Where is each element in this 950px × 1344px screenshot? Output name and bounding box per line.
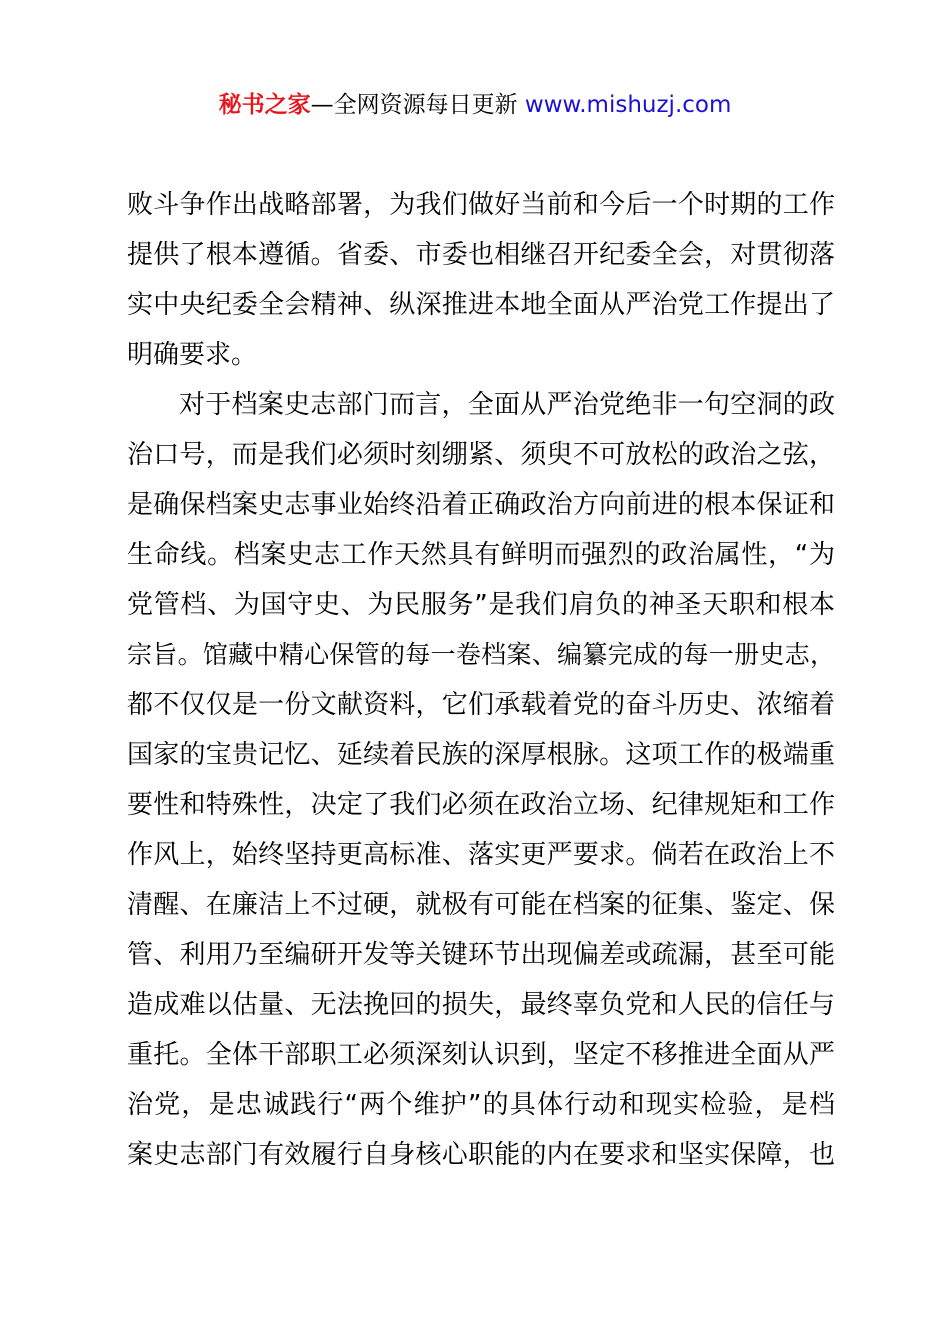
text-line: 都不仅仅是一份文献资料，它们承载着党的奋斗历史、浓缩着 bbox=[127, 690, 835, 720]
page-header bbox=[0, 88, 950, 122]
header-tagline: —全网资源每日更新 bbox=[310, 92, 525, 118]
text-line: 治党，是忠诚践行“两个维护”的具体行动和现实检验，是档 bbox=[127, 1090, 835, 1120]
text-line: 败斗争作出战略部署，为我们做好当前和今后一个时期的工作 bbox=[127, 190, 835, 220]
text-line: 提供了根本遵循。省委、市委也相继召开纪委全会，对贯彻落 bbox=[127, 240, 835, 270]
text-line: 宗旨。馆藏中精心保管的每一卷档案、编纂完成的每一册史志， bbox=[127, 640, 835, 669]
text-line: 作风上，始终坚持更高标准、落实更严要求。倘若在政治上不 bbox=[127, 840, 835, 870]
text-line: 实中央纪委全会精神、纵深推进本地全面从严治党工作提出了 bbox=[127, 290, 835, 320]
brand-name: 秘书之家 bbox=[218, 92, 311, 118]
text-line: 清醒、在廉洁上不过硬，就极有可能在档案的征集、鉴定、保 bbox=[127, 890, 835, 920]
text-line: 明确要求。 bbox=[127, 340, 258, 370]
site-url-link[interactable]: www.mishuzj.com bbox=[524, 92, 732, 118]
text-line: 造成难以估量、无法挽回的损失，最终辜负党和人民的信任与 bbox=[127, 990, 835, 1020]
text-line: 案史志部门有效履行自身核心职能的内在要求和坚实保障，也 bbox=[127, 1140, 835, 1170]
text-line: 重托。全体干部职工必须深刻认识到，坚定不移推进全面从严 bbox=[127, 1040, 835, 1070]
text-line: 要性和特殊性，决定了我们必须在政治立场、纪律规矩和工作 bbox=[127, 790, 835, 820]
document-body bbox=[127, 180, 835, 1180]
text-line: 国家的宝贵记忆、延续着民族的深厚根脉。这项工作的极端重 bbox=[127, 740, 835, 770]
paragraph-first-line: 对于档案史志部门而言，全面从严治党绝非一句空洞的政 bbox=[179, 390, 835, 420]
text-line: 党管档、为国守史、为民服务”是我们肩负的神圣天职和根本 bbox=[127, 590, 835, 620]
text-line: 是确保档案史志事业始终沿着正确政治方向前进的根本保证和 bbox=[127, 490, 835, 520]
text-line: 管、利用乃至编研开发等关键环节出现偏差或疏漏，甚至可能 bbox=[127, 940, 835, 970]
text-line: 生命线。档案史志工作天然具有鲜明而强烈的政治属性，“为 bbox=[127, 540, 835, 570]
text-line: 治口号，而是我们必须时刻绷紧、须臾不可放松的政治之弦， bbox=[127, 440, 835, 470]
